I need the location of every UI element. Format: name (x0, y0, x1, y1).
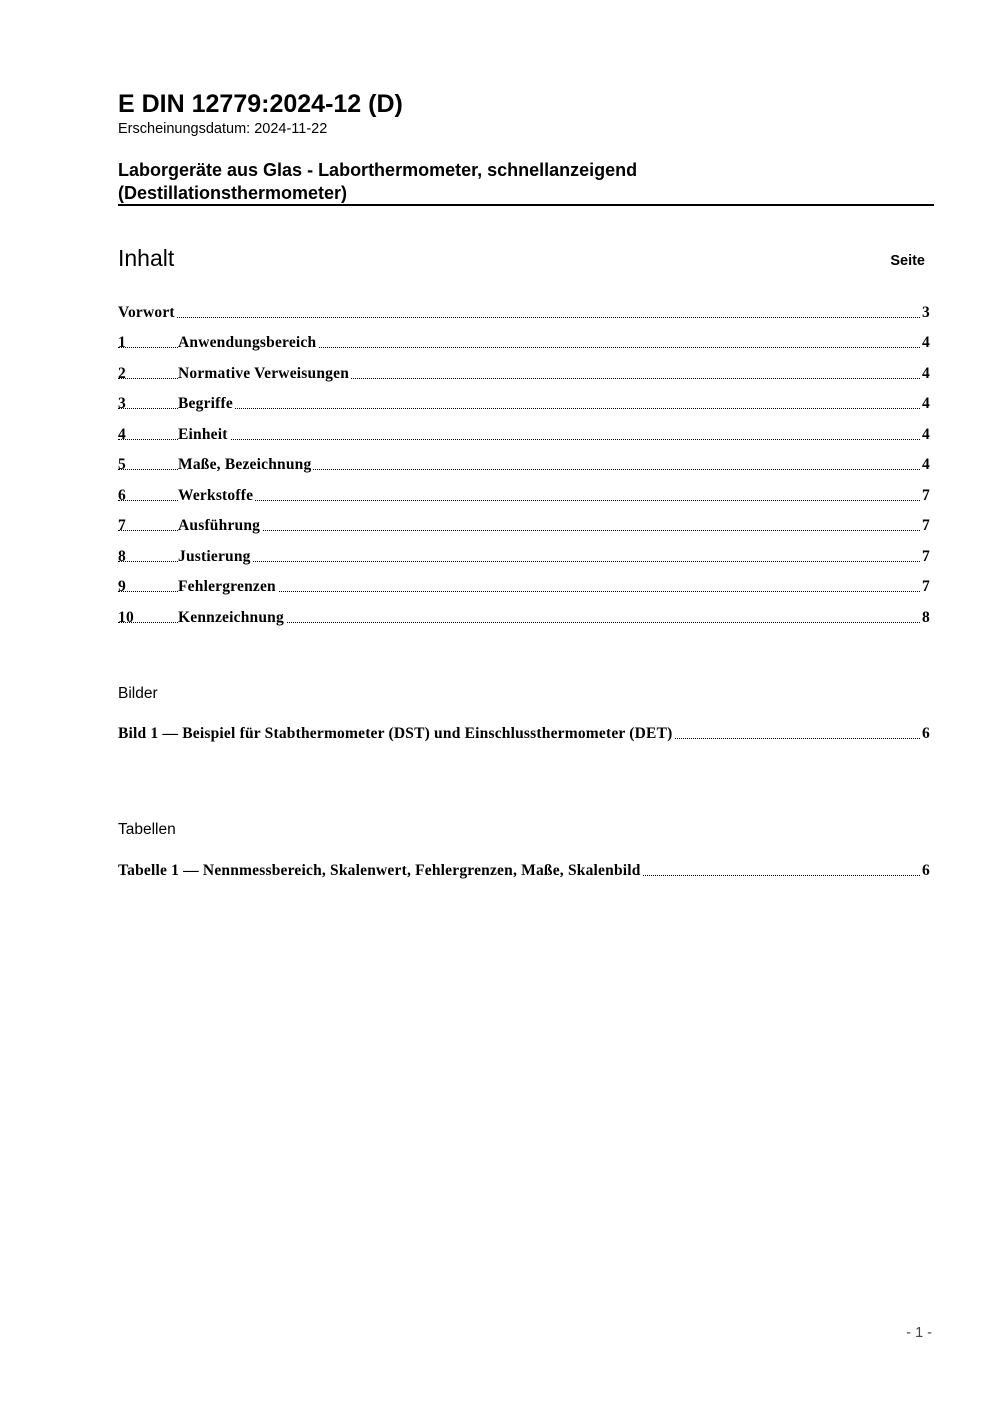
toc-entry-number: 6 (118, 487, 126, 504)
toc-entry-title: Kennzeichnung (178, 609, 284, 626)
toc-entry-title: Fehlergrenzen (178, 578, 276, 595)
document-title-line: (Destillationsthermometer) (118, 183, 348, 203)
toc-entry-title: Ausführung (178, 517, 261, 534)
toc-entry-normative-references[interactable] (118, 365, 930, 385)
toc-entry-number: 7 (118, 517, 126, 534)
page-number: - 1 - (906, 1325, 932, 1341)
table-entry-page: 6 (922, 862, 930, 879)
toc-entry-number: 10 (118, 609, 134, 626)
toc-entry-title: Justierung (178, 548, 251, 565)
toc-entry-terms[interactable] (118, 395, 930, 415)
toc-entry-materials[interactable] (118, 487, 930, 507)
toc-entry-error-limits[interactable] (118, 578, 930, 598)
page-column-label: Seite (890, 253, 925, 269)
toc-entry-number: 4 (118, 426, 126, 443)
toc-entry-page: 3 (922, 304, 930, 321)
figure-entry[interactable] (118, 725, 930, 745)
document-id: E DIN 12779:2024-12 (D) (118, 90, 403, 118)
toc-entry-page: 7 (922, 578, 930, 595)
figures-heading: Bilder (118, 685, 158, 702)
toc-entry-number: 5 (118, 456, 126, 473)
toc-entry-foreword[interactable] (118, 304, 930, 324)
toc-entry-page: 4 (922, 426, 930, 443)
toc-leader (118, 317, 930, 318)
publication-date: Erscheinungsdatum: 2024-11-22 (118, 121, 328, 137)
toc-leader (118, 408, 930, 409)
toc-entry-dimensions[interactable] (118, 456, 930, 476)
figure-entry-page: 6 (922, 725, 930, 742)
table-entry-title: Tabelle 1 — Nennmessbereich, Skalenwert, Fehlergrenzen, Maße, Skalenbild (118, 862, 641, 879)
title-divider (118, 204, 934, 206)
toc-entry-page: 4 (922, 395, 930, 412)
document-title-line: Laborgeräte aus Glas - Laborthermometer, schnellanzeigend (118, 160, 638, 180)
toc-entry-title: Werkstoffe (178, 487, 254, 504)
table-entry[interactable] (118, 862, 930, 882)
toc-entry-number: 3 (118, 395, 126, 412)
document-title (118, 159, 637, 205)
toc-entry-adjustment[interactable] (118, 548, 930, 568)
toc-entry-page: 4 (922, 456, 930, 473)
toc-entry-title: Normative Verweisungen (178, 365, 350, 382)
toc-entry-number: 1 (118, 334, 126, 351)
toc-entry-title: Anwendungsbereich (178, 334, 317, 351)
toc-entry-page: 8 (922, 609, 930, 626)
tables-heading: Tabellen (118, 821, 176, 838)
toc-heading: Inhalt (118, 245, 175, 271)
figure-entry-title: Bild 1 — Beispiel für Stabthermometer (DST) und Einschlussthermometer (DET) (118, 725, 673, 742)
toc-leader (118, 439, 930, 440)
toc-entry-number: 9 (118, 578, 126, 595)
toc-entry-title: Vorwort (118, 304, 175, 321)
toc-entry-page: 7 (922, 487, 930, 504)
toc-entry-page: 4 (922, 365, 930, 382)
toc-entry-scope[interactable] (118, 334, 930, 354)
toc-entry-design[interactable] (118, 517, 930, 537)
toc-entry-page: 7 (922, 517, 930, 534)
toc-entry-page: 7 (922, 548, 930, 565)
toc-entry-number: 8 (118, 548, 126, 565)
toc-entry-marking[interactable] (118, 609, 930, 629)
toc-entry-page: 4 (922, 334, 930, 351)
toc-entry-title: Einheit (178, 426, 228, 443)
toc-entry-number: 2 (118, 365, 126, 382)
toc-entry-unit[interactable] (118, 426, 930, 446)
toc-entry-title: Begriffe (178, 395, 233, 412)
toc-entry-title: Maße, Bezeichnung (178, 456, 312, 473)
